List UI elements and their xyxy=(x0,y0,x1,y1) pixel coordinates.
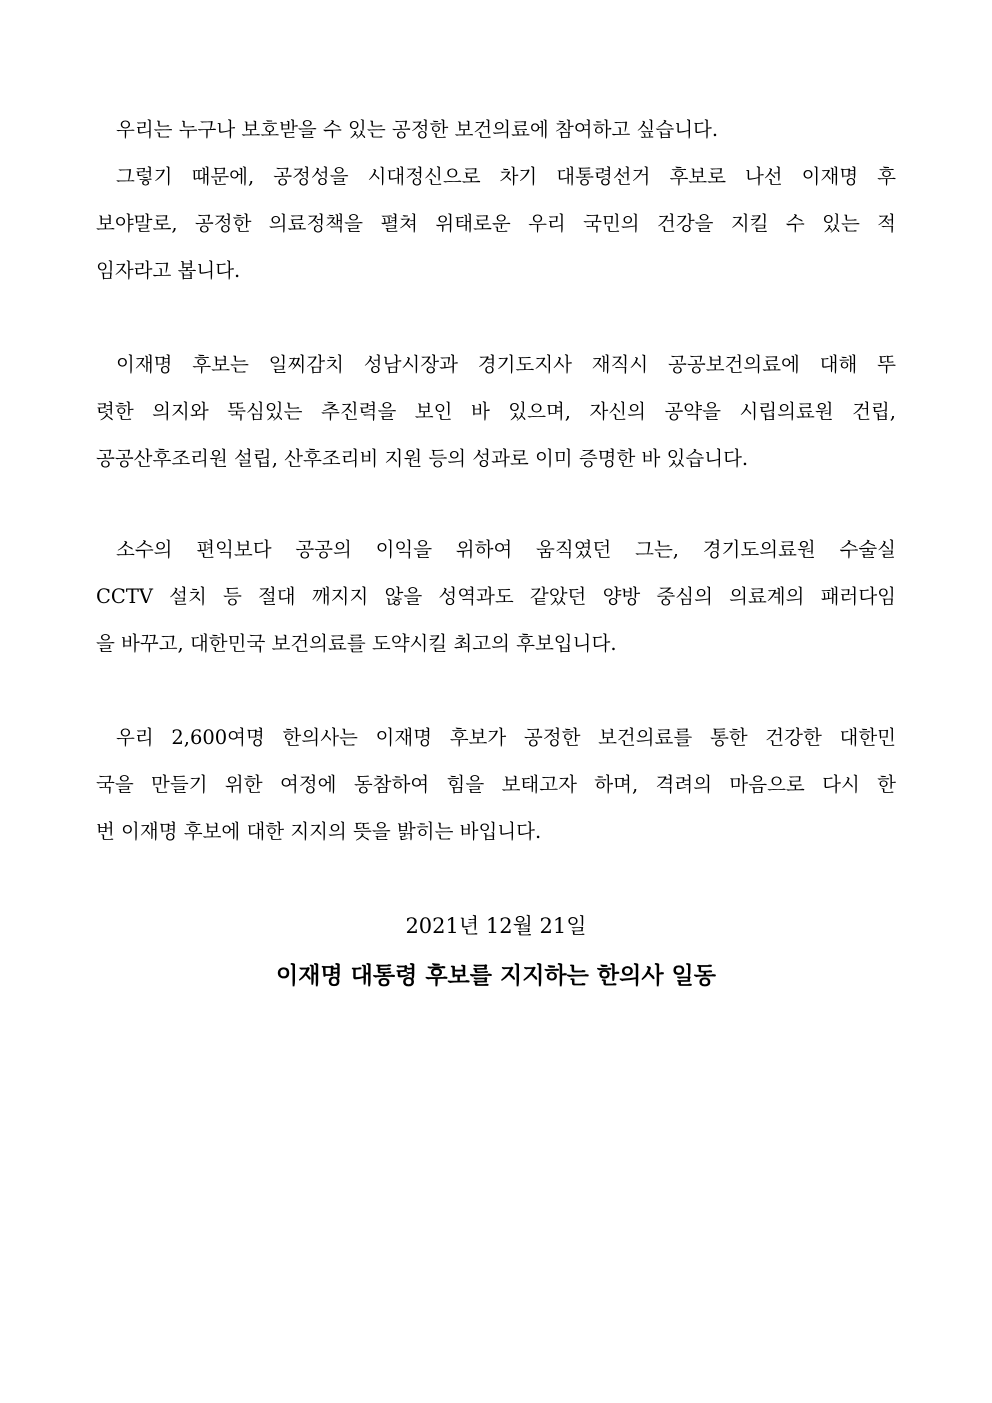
paragraph-line: 소수의 편익보다 공공의 이익을 위하여 움직였던 그는, 경기도의료원 수술실 xyxy=(116,538,896,561)
document-date: 2021년 12월 21일 xyxy=(405,914,587,938)
paragraph-line: 이재명 후보는 일찌감치 성남시장과 경기도지사 재직시 공공보건의료에 대해 뚜 xyxy=(116,353,896,376)
paragraph-line: 국을 만들기 위한 여정에 동참하여 힘을 보태고자 하며, 격려의 마음으로 다시 한 xyxy=(96,773,896,796)
paragraph-5 xyxy=(96,714,896,855)
paragraph-line: 우리는 누구나 보호받을 수 있는 공정한 보건의료에 참여하고 싶습니다. xyxy=(116,118,719,141)
signature-line: 이재명 대통령 후보를 지지하는 한의사 일동 xyxy=(276,963,716,989)
paragraph-line: 렷한 의지와 뚝심있는 추진력을 보인 바 있으며, 자신의 공약을 시립의료원 건립, xyxy=(96,400,896,423)
paragraph-line: 을 바꾸고, 대한민국 보건의료를 도약시킬 최고의 후보입니다. xyxy=(96,632,617,655)
paragraph-4 xyxy=(96,526,896,667)
paragraph-line: 보야말로, 공정한 의료정책을 펼쳐 위태로운 우리 국민의 건강을 지킬 수 있는 적 xyxy=(96,212,896,235)
paragraph-line: 공공산후조리원 설립, 산후조리비 지원 등의 성과로 이미 증명한 바 있습니다. xyxy=(96,447,749,470)
paragraph-3 xyxy=(96,341,896,482)
paragraph-line: 우리 2,600여명 한의사는 이재명 후보가 공정한 보건의료를 통한 건강한 대한민 xyxy=(116,726,896,749)
paragraph-2 xyxy=(96,153,896,294)
paragraph-line: 번 이재명 후보에 대한 지지의 뜻을 밝히는 바입니다. xyxy=(96,820,542,843)
paragraph-line: 그렇기 때문에, 공정성을 시대정신으로 차기 대통령선거 후보로 나선 이재명 후 xyxy=(116,165,896,188)
paragraph-line: 임자라고 봅니다. xyxy=(96,259,241,282)
paragraph-1 xyxy=(96,106,896,153)
paragraph-line: CCTV 설치 등 절대 깨지지 않을 성역과도 같았던 양방 중심의 의료계의 패러다임 xyxy=(96,585,896,608)
